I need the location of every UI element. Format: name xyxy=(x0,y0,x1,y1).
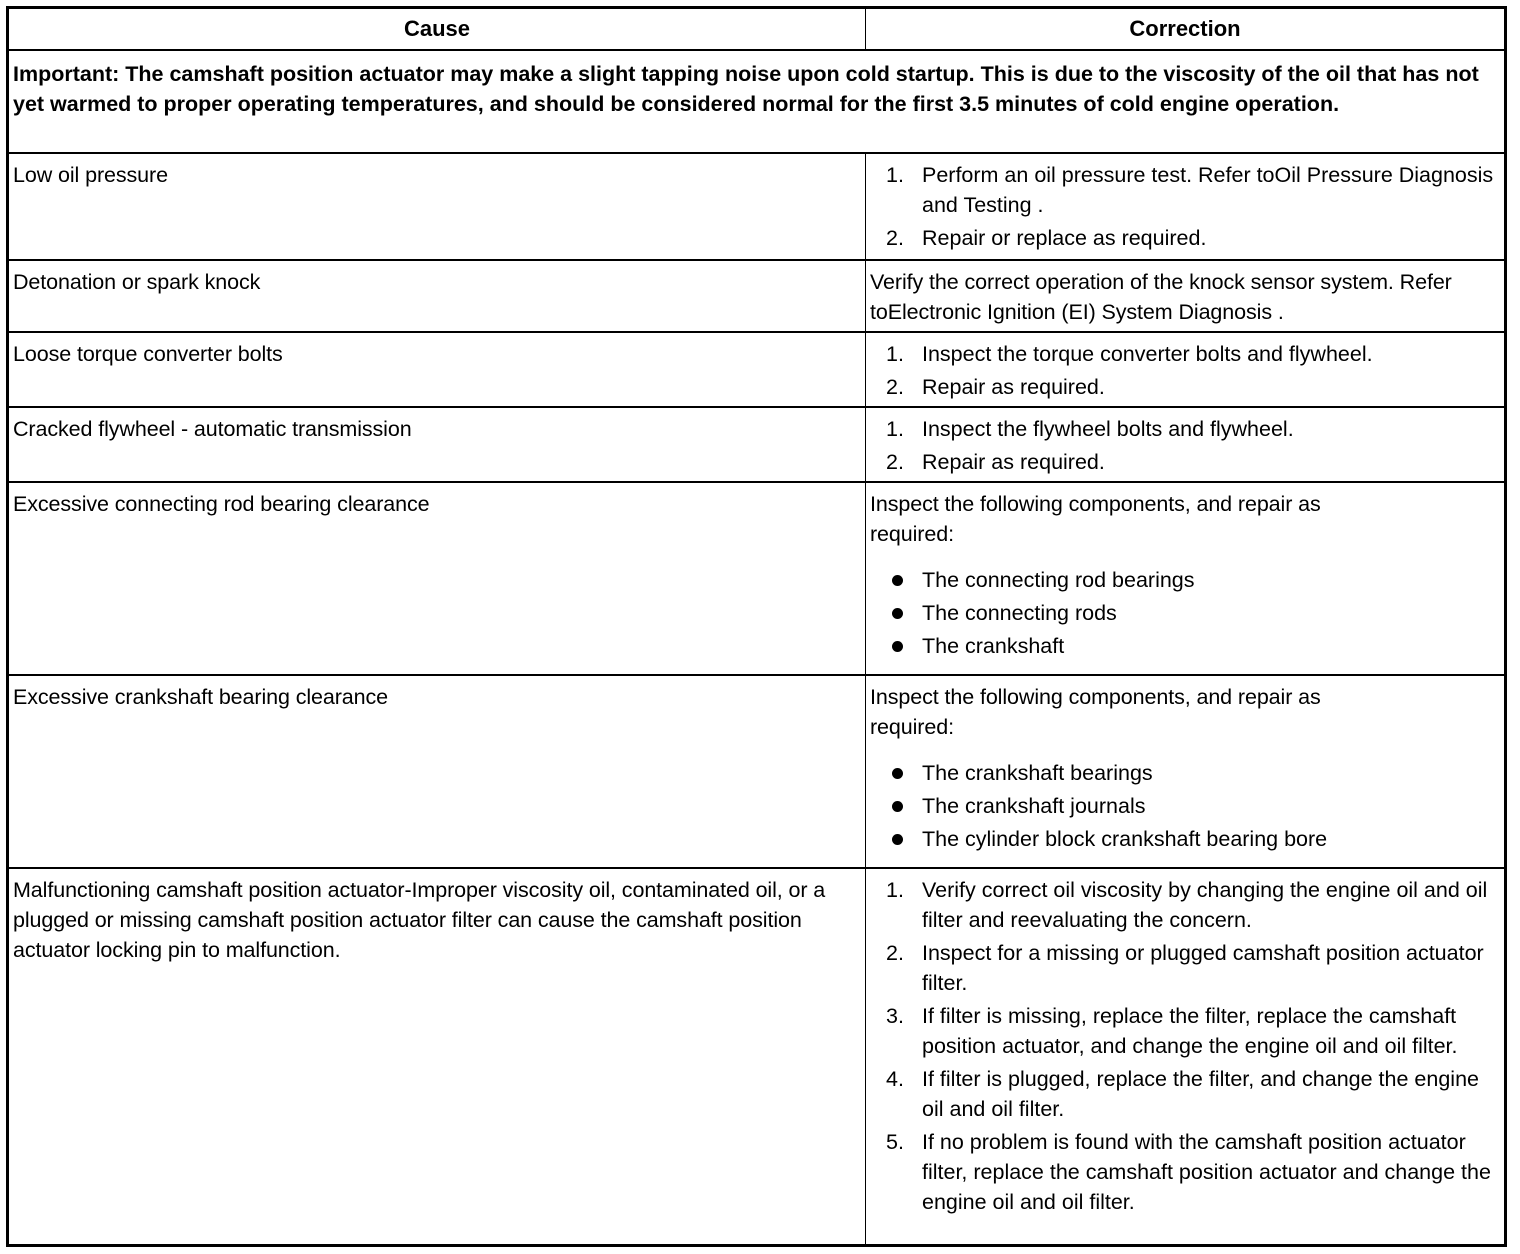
diagnosis-table xyxy=(6,6,1507,1247)
table-row xyxy=(9,259,1504,331)
important-note: Important: The camshaft position actuator may make a slight tapping noise upon cold startup. This is due to the viscosity of the oil that has not yet warmed to proper operating temperatures, and should be considered normal for the first 3.5 minutes of cold engine operation. xyxy=(13,62,1479,116)
cause-cell: Detonation or spark knock xyxy=(9,261,866,331)
step-item: 2. Inspect for a missing or plugged camshaft position actuator filter. xyxy=(886,941,1484,995)
bullet-icon xyxy=(892,834,903,845)
step-item: 1. Verify correct oil viscosity by changing the engine oil and oil filter and reevaluating the concern. xyxy=(886,878,1488,932)
table-row xyxy=(9,481,1504,674)
step-item: 4. If filter is plugged, replace the filter, and change the engine oil and oil filter. xyxy=(886,1067,1479,1121)
correction-intro: Inspect the following components, and repair as required: xyxy=(870,685,1321,739)
cause-cell: Excessive connecting rod bearing clearance xyxy=(9,483,866,674)
step-item: 5. If no problem is found with the camshaft position actuator filter, replace the camshaft position actuator and change the engine oil and oil filter. xyxy=(886,1130,1491,1214)
step-item: 2. Repair as required. xyxy=(886,450,1105,474)
header-correction: Correction xyxy=(1129,16,1241,41)
cause-cell: Loose torque converter bolts xyxy=(9,333,866,406)
step-item: 2. Repair or replace as required. xyxy=(886,226,1207,250)
cause-cell: Cracked flywheel - automatic transmission xyxy=(9,408,866,481)
important-note-row xyxy=(9,49,1504,152)
step-item: 1. Inspect the torque converter bolts and flywheel. xyxy=(886,342,1373,366)
table-row xyxy=(9,406,1504,481)
bullet-item: The crankshaft journals xyxy=(866,791,1504,821)
table-row xyxy=(9,331,1504,406)
step-item: 1. Perform an oil pressure test. Refer toOil Pressure Diagnosis and Testing . xyxy=(886,163,1494,217)
step-item: 1. Inspect the flywheel bolts and flywheel. xyxy=(886,417,1294,441)
bullet-item: The cylinder block crankshaft bearing bore xyxy=(866,824,1504,854)
step-item: 2. Repair as required. xyxy=(886,375,1105,399)
bullet-item: The crankshaft xyxy=(866,631,1504,661)
bullet-item: The connecting rods xyxy=(866,598,1504,628)
bullet-icon xyxy=(892,768,903,779)
bullet-item: The connecting rod bearings xyxy=(866,565,1504,595)
bullet-icon xyxy=(892,801,903,812)
step-item: 3. If filter is missing, replace the filter, replace the camshaft position actuator, and change the engine oil and oil filter. xyxy=(886,1004,1458,1058)
cause-cell: Excessive crankshaft bearing clearance xyxy=(9,676,866,867)
header-cause: Cause xyxy=(9,9,866,49)
header-row xyxy=(9,9,1504,49)
component-list xyxy=(866,549,1504,661)
bullet-icon xyxy=(892,608,903,619)
bullet-icon xyxy=(892,575,903,586)
table-row xyxy=(9,867,1504,1244)
correction-steps xyxy=(866,154,1504,253)
table-row xyxy=(9,674,1504,867)
correction-steps xyxy=(866,333,1504,402)
correction-intro: Inspect the following components, and repair as required: xyxy=(870,492,1321,546)
cause-cell: Malfunctioning camshaft position actuator-Improper viscosity oil, contaminated oil, or a plugged or missing camshaft position actuator filter can cause the camshaft position actuator locking pin to malfunction. xyxy=(9,869,866,1244)
correction-steps xyxy=(866,869,1504,1217)
correction-cell: Verify the correct operation of the knock sensor system. Refer toElectronic Ignition (EI) System Diagnosis . xyxy=(870,270,1452,324)
table-row xyxy=(9,152,1504,259)
cause-cell: Low oil pressure xyxy=(9,154,866,259)
component-list xyxy=(866,742,1504,854)
bullet-icon xyxy=(892,641,903,652)
correction-steps xyxy=(866,408,1504,477)
bullet-item: The crankshaft bearings xyxy=(866,758,1504,788)
